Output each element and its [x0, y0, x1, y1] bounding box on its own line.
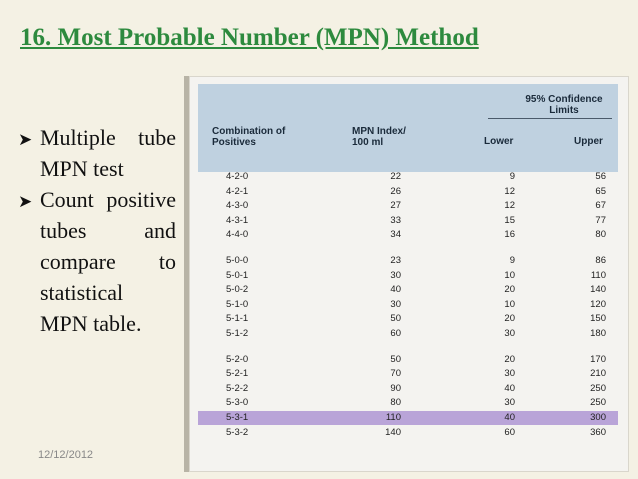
lower-limit-cell: 9 [509, 171, 515, 182]
arrow-bullet-icon: ➤ [18, 192, 33, 211]
upper-limit-cell: 120 [590, 298, 606, 310]
col-header-combination: Combination of Positives [212, 126, 286, 148]
lower-limit-cell: 12 [504, 185, 515, 197]
combination-cell: 5-3-0 [226, 397, 249, 409]
combination-cell: 5-1-1 [226, 313, 249, 325]
upper-limit-cell: 86 [595, 255, 606, 266]
lower-limit-cell: 10 [504, 269, 515, 281]
bullet-item [18, 122, 176, 184]
mpn-index-cell: 40 [390, 284, 401, 296]
lower-limit-cell: 16 [504, 229, 515, 241]
mpn-index-cell: 30 [390, 269, 401, 281]
upper-limit-cell: 360 [590, 426, 606, 438]
lower-limit-cell: 12 [504, 200, 515, 212]
confidence-limits-header: 95% Confidence Limits [525, 94, 603, 116]
lower-limit-cell: 60 [504, 426, 515, 438]
table-row [198, 170, 618, 184]
mpn-index-cell: 50 [390, 353, 401, 365]
mpn-index-cell: 70 [390, 368, 401, 380]
header-divider [488, 118, 612, 119]
bullet-text: Multiple tube MPN test [40, 125, 176, 181]
col-header-upper: Upper [574, 136, 603, 147]
mpn-index-cell: 30 [390, 298, 401, 310]
upper-limit-cell: 65 [595, 185, 606, 197]
combination-cell: 5-1-2 [226, 328, 249, 339]
upper-limit-cell: 250 [590, 397, 606, 409]
lower-limit-cell: 20 [504, 353, 515, 365]
arrow-bullet-icon: ➤ [18, 130, 33, 149]
table-row [198, 353, 618, 367]
lower-limit-cell: 40 [504, 412, 515, 423]
table-row [198, 382, 618, 396]
mpn-index-cell: 90 [390, 382, 401, 394]
lower-limit-cell: 9 [509, 255, 515, 266]
table-row [198, 312, 618, 326]
table-row [198, 396, 618, 410]
bullet-text: Count positive tubes and compare to statistical MPN table. [40, 187, 176, 336]
upper-limit-cell: 80 [595, 229, 606, 241]
mpn-index-cell: 80 [390, 397, 401, 409]
upper-limit-cell: 77 [595, 214, 606, 226]
table-row [198, 254, 618, 268]
upper-limit-cell: 140 [590, 284, 606, 296]
table-row [198, 367, 618, 381]
bullet-item [18, 184, 176, 339]
mpn-index-cell: 26 [390, 185, 401, 197]
upper-limit-cell: 170 [590, 353, 606, 365]
mpn-table [184, 76, 629, 472]
bullet-list [18, 122, 176, 339]
lower-limit-cell: 20 [504, 284, 515, 296]
lower-limit-cell: 30 [504, 397, 515, 409]
lower-limit-cell: 30 [504, 368, 515, 380]
combination-cell: 5-2-2 [226, 382, 249, 394]
mpn-index-cell: 110 [385, 412, 401, 423]
combination-cell: 5-3-1 [226, 412, 249, 423]
combination-cell: 5-0-2 [226, 284, 249, 296]
table-row [198, 199, 618, 213]
upper-limit-cell: 300 [590, 412, 606, 423]
upper-limit-cell: 67 [595, 200, 606, 212]
mpn-index-cell: 50 [390, 313, 401, 325]
table-row [198, 269, 618, 283]
combination-cell: 4-3-0 [226, 200, 249, 212]
col-header-lower: Lower [484, 136, 514, 147]
table-row [198, 214, 618, 228]
upper-limit-cell: 180 [590, 328, 606, 339]
upper-limit-cell: 56 [595, 171, 606, 182]
mpn-index-cell: 60 [390, 328, 401, 339]
combination-cell: 5-1-0 [226, 298, 249, 310]
table-row [198, 283, 618, 297]
combination-cell: 4-2-0 [226, 171, 249, 182]
table-row [198, 411, 618, 425]
upper-limit-cell: 210 [590, 368, 606, 380]
table-row [198, 185, 618, 199]
upper-limit-cell: 110 [590, 269, 606, 281]
combination-cell: 5-0-0 [226, 255, 249, 266]
lower-limit-cell: 10 [504, 298, 515, 310]
table-row [198, 327, 618, 341]
combination-cell: 5-0-1 [226, 269, 249, 281]
lower-limit-cell: 30 [504, 328, 515, 339]
upper-limit-cell: 150 [590, 313, 606, 325]
mpn-index-cell: 23 [390, 255, 401, 266]
slide-title: 16. Most Probable Number (MPN) Method [20, 24, 479, 51]
mpn-index-cell: 27 [390, 200, 401, 212]
combination-cell: 4-2-1 [226, 185, 249, 197]
lower-limit-cell: 20 [504, 313, 515, 325]
upper-limit-cell: 250 [590, 382, 606, 394]
table-header [198, 84, 618, 172]
table-row [198, 228, 618, 242]
mpn-index-cell: 140 [385, 426, 401, 438]
combination-cell: 4-3-1 [226, 214, 249, 226]
combination-cell: 5-2-0 [226, 353, 249, 365]
combination-cell: 5-3-2 [226, 426, 249, 438]
mpn-index-cell: 22 [390, 171, 401, 182]
combination-cell: 4-4-0 [226, 229, 249, 241]
col-header-mpn-index: MPN Index/ 100 ml [352, 126, 406, 148]
lower-limit-cell: 15 [504, 214, 515, 226]
combination-cell: 5-2-1 [226, 368, 249, 380]
mpn-index-cell: 34 [390, 229, 401, 241]
mpn-index-cell: 33 [390, 214, 401, 226]
slide-date: 12/12/2012 [38, 449, 94, 461]
table-row [198, 426, 618, 440]
lower-limit-cell: 40 [504, 382, 515, 394]
table-row [198, 298, 618, 312]
